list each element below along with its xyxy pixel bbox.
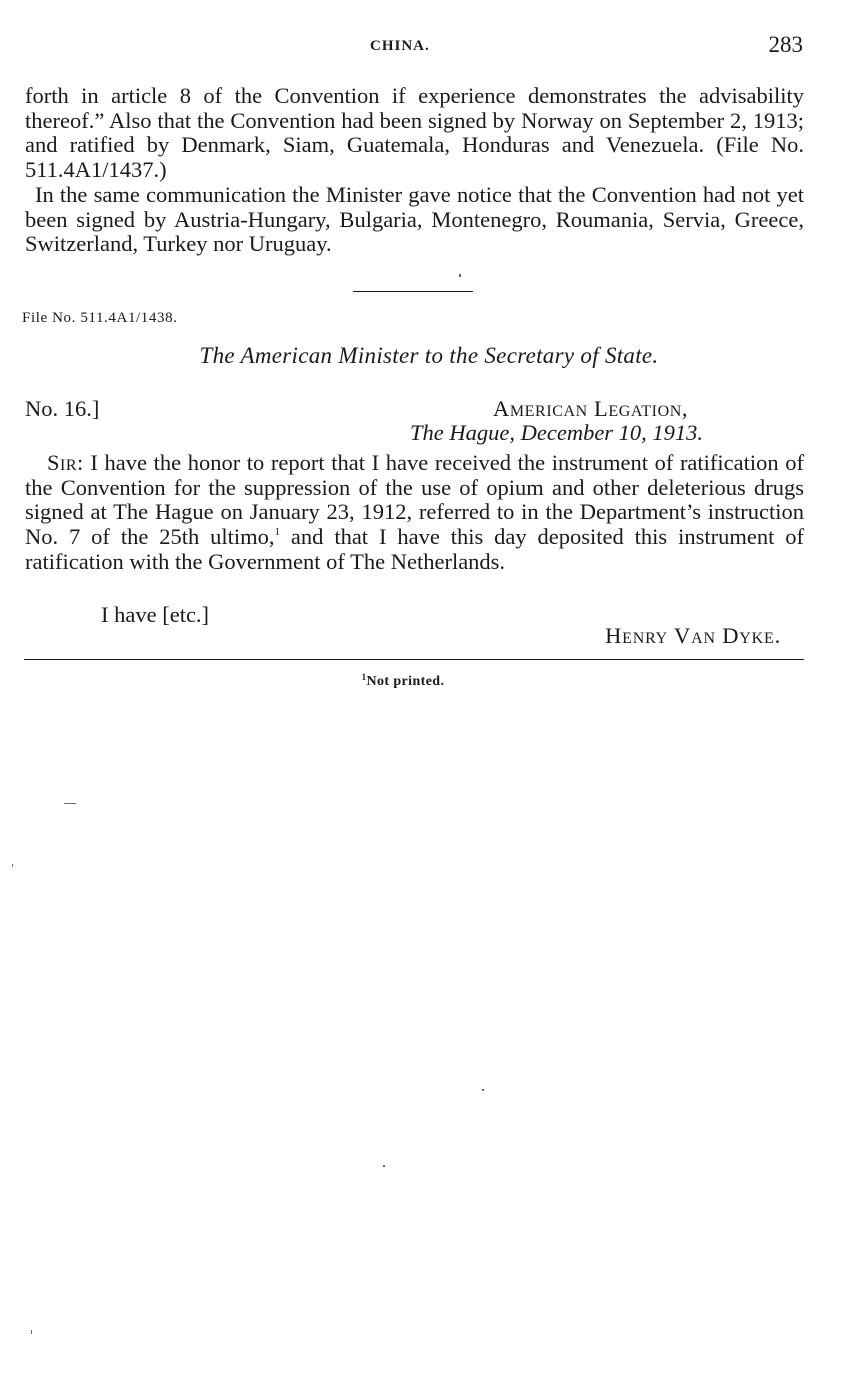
- running-head: [0, 34, 858, 58]
- despatch-number: No. 16.]: [25, 396, 100, 421]
- page-number: 283: [768, 32, 803, 57]
- footnote-text: Not printed.: [366, 674, 445, 689]
- footnote-marker: 1: [361, 672, 367, 682]
- paragraph-continuation: forth in article 8 of the Convention if experience demonstrates the advisability thereof.” Also that the Convention had been signed by Norway on September 2, 1913; and ratified by Denmark, Siam, Guatemala, Honduras and Venezuela. (File No. 511.4A1/1437.): [25, 83, 804, 183]
- footnote-reference: 1: [274, 526, 281, 539]
- footnote-divider: [24, 659, 804, 660]
- letter-body-text: I have the honor to report that I have received the instrument of ratification of the Convention for the suppression of the use of opium and other deleterious drugs signed at The Hague on January 23, 1912, referred to in the Department’s instruction No. 7 of the 25th ultimo,: [25, 450, 805, 550]
- scan-speck: [31, 1330, 32, 1334]
- letter-place: American Legation,: [493, 396, 689, 421]
- footnote: [0, 674, 858, 690]
- letter-closing: I have [etc.]: [101, 602, 210, 627]
- scan-speck: [12, 864, 13, 867]
- letter-signature: Henry Van Dyke.: [605, 623, 781, 648]
- running-title: CHINA.: [370, 38, 430, 54]
- scan-speck: [482, 1089, 484, 1091]
- scan-speck: [459, 274, 461, 277]
- scan-speck: [383, 1165, 385, 1167]
- letter-body-text-continued: and that I have this day deposited this instrument of ratification with the Government of The Netherlands.: [25, 524, 804, 574]
- section-divider: [353, 291, 473, 292]
- scan-speck: [64, 803, 76, 804]
- paragraph-signatories: In the same communication the Minister gave notice that the Convention had not yet been signed by Austria-Hungary, Bulgaria, Montenegro, Roumania, Servia, Greece, Switzerland, Turkey nor Uruguay.: [25, 182, 804, 257]
- letter-salutation: Sir:: [47, 450, 84, 475]
- document-heading: The American Minister to the Secretary of State.: [199, 343, 659, 368]
- letter-body: [25, 451, 804, 575]
- file-reference: File No. 511.4A1/1438.: [22, 310, 178, 326]
- letter-date: The Hague, December 10, 1913.: [410, 420, 704, 445]
